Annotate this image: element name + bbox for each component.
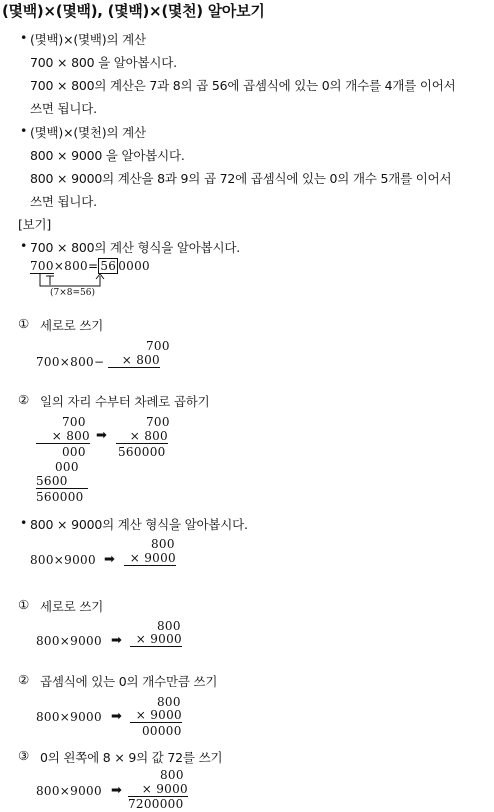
section-heading: (몇백)×(몇천)의 계산	[30, 125, 146, 140]
text-line: 700 × 800의 계산은 7과 8의 곱 56에 곱셈식에 있는 0의 개수를 4개를 이어서	[30, 78, 456, 93]
text-line: 800 × 9000의 계산을 8과 9의 곱 72에 곱셈식에 있는 0의 개수 5개를 이어서	[30, 171, 452, 186]
vertical-bottom: × 800	[108, 353, 160, 368]
step-label: 세로로 쓰기	[40, 318, 104, 333]
expression: 800×9000	[36, 710, 102, 724]
factor-a: 700	[30, 259, 54, 273]
vertical-bottom: × 9000	[130, 632, 182, 647]
section-heading: 800 × 9000의 계산 형식을 알아봅시다.	[30, 517, 248, 532]
text-line: 쓰면 됩니다.	[30, 194, 97, 209]
section-heading: (몇백)×(몇백)의 계산	[30, 32, 146, 47]
right-arrow-icon: ➡	[111, 783, 122, 798]
product-box: 56	[100, 259, 117, 273]
vertical-top: 700	[146, 415, 170, 429]
times-sign: ×	[53, 259, 65, 273]
vertical-bottom: × 9000	[130, 708, 182, 723]
partial-result: 5600	[36, 474, 88, 489]
text-line: 700 × 800 을 알아봅시다.	[30, 55, 177, 70]
vertical-bottom: × 800	[36, 429, 90, 444]
partial-result: 000	[55, 460, 79, 474]
bullet: •	[20, 30, 28, 45]
trailing-zeros: 0000	[118, 259, 150, 273]
expression: 800×9000	[36, 784, 102, 798]
text-line: 800 × 9000 을 알아봅시다.	[30, 148, 185, 163]
vertical-top: 800	[151, 537, 175, 551]
step-label: 세로로 쓰기	[40, 599, 104, 614]
vertical-top: 700	[62, 415, 86, 429]
step-number: ②	[18, 392, 30, 407]
step-number: ③	[18, 748, 30, 763]
step-number: ①	[18, 597, 30, 612]
sum-result: 560000	[36, 490, 84, 504]
bullet: •	[20, 123, 28, 138]
example-label: [보기]	[18, 217, 52, 232]
step-label: 일의 자리 수부터 차례로 곱하기	[40, 394, 210, 409]
note: (7×8=56)	[50, 288, 96, 298]
factor-b: 800	[64, 259, 88, 273]
bullet: •	[20, 515, 28, 530]
right-arrow-icon: ➡	[96, 428, 107, 443]
right-arrow-icon: ➡	[111, 633, 122, 648]
multiplication-diagram	[30, 259, 150, 273]
step-number: ①	[18, 316, 30, 331]
step-label: 0의 왼쪽에 8 × 9의 값 72를 쓰기	[40, 750, 223, 765]
step-label: 곱셈식에 있는 0의 개수만큼 쓰기	[40, 674, 218, 689]
text-line: 쓰면 됩니다.	[30, 101, 97, 116]
equals-sign: =	[87, 259, 99, 273]
vertical-result: 00000	[142, 724, 182, 738]
section-heading: 700 × 800의 계산 형식을 알아봅시다.	[30, 240, 241, 255]
step-number: ②	[18, 672, 30, 687]
vertical-top: 800	[160, 768, 184, 782]
right-arrow-icon: ➡	[104, 552, 115, 567]
expression: 800×9000	[30, 553, 96, 567]
vertical-bottom: × 9000	[128, 782, 188, 797]
partial-result: 000	[62, 445, 86, 459]
page-title: (몇백)×(몇백), (몇백)×(몇천) 알아보기	[2, 2, 265, 20]
vertical-top: 700	[146, 339, 170, 353]
vertical-result: 560000	[118, 445, 166, 459]
expression: 800×9000	[36, 634, 102, 648]
vertical-top: 800	[157, 619, 181, 633]
vertical-bottom: × 800	[116, 429, 168, 444]
right-arrow-icon: ➡	[111, 709, 122, 724]
vertical-result: 7200000	[128, 797, 184, 811]
vertical-top: 800	[157, 695, 181, 709]
vertical-bottom: × 9000	[124, 551, 176, 566]
bullet: •	[20, 238, 28, 253]
expression: 700×800−	[36, 355, 105, 369]
